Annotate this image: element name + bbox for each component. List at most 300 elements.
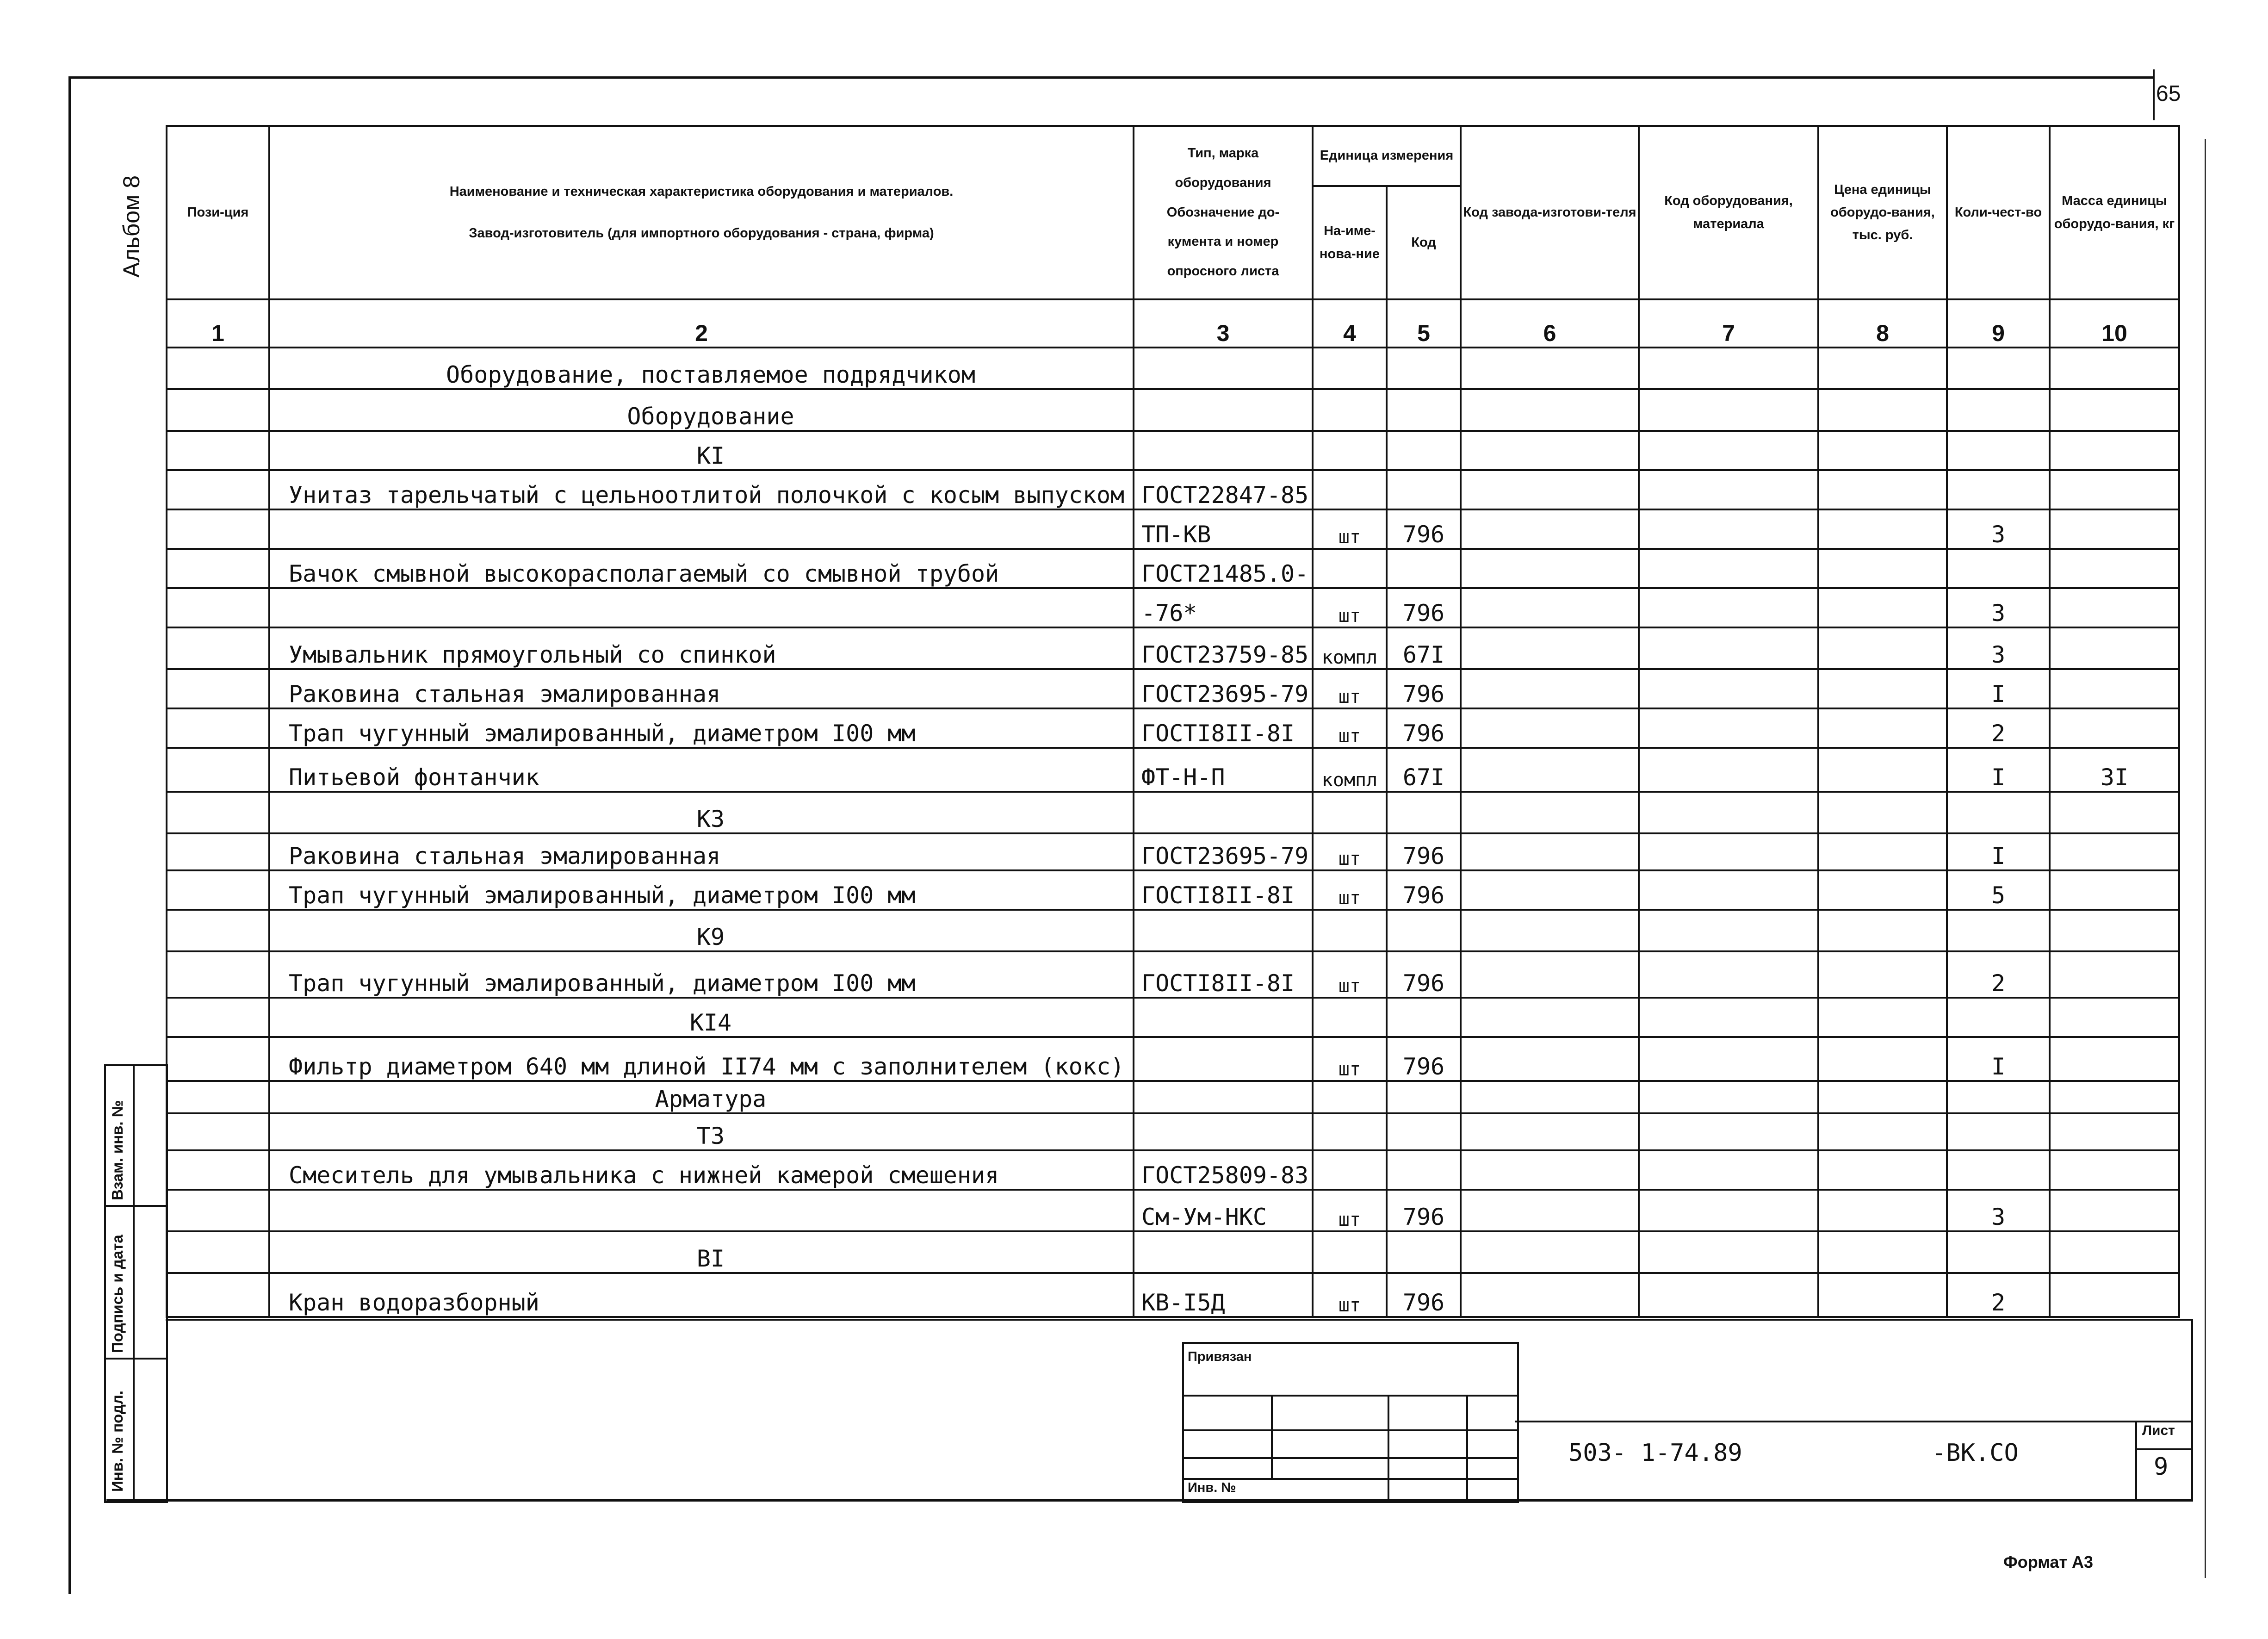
item-type: ГОСТ23695-79 [1134,669,1313,708]
item-name: Умывальник прямоугольный со спинкой [269,627,1134,669]
item-type: ГОСТI8II-8I [1134,870,1313,910]
empty-cell [1639,588,1818,627]
item-unit: шт [1313,870,1387,910]
item-quantity [1947,549,2050,588]
empty-cell [1639,1081,1818,1113]
empty-cell [1818,509,1947,549]
item-name [269,1190,1134,1231]
empty-cell [1461,1037,1639,1081]
item-name: КI [269,431,1134,470]
empty-cell [167,792,269,833]
item-mass [2050,431,2179,470]
page-edge-mark [2205,139,2206,1578]
item-quantity: 5 [1947,870,2050,910]
header-type [1134,126,1313,299]
empty-cell [167,1231,269,1273]
empty-cell [1639,627,1818,669]
table-row [167,627,2179,669]
album-label: Альбом 8 [118,175,144,278]
empty-cell [167,910,269,951]
empty-cell [1461,1150,1639,1190]
section-heading-row [167,998,2179,1037]
header-quantity: Коли-чест-во [1947,126,2050,299]
empty-cell [1818,1081,1947,1113]
table-row [167,1273,2179,1317]
header-factory-code: Код завода-изготови-теля [1461,126,1639,299]
stamp-line [1388,1395,1389,1501]
empty-cell [1818,1150,1947,1190]
item-mass [2050,910,2179,951]
item-mass [2050,1273,2179,1317]
sheet-number: 9 [2154,1453,2169,1481]
item-mass [2050,470,2179,509]
item-unit-code [1387,348,1461,389]
empty-cell [1461,792,1639,833]
item-quantity: 2 [1947,708,2050,748]
empty-cell [1818,389,1947,431]
empty-cell [167,549,269,588]
empty-cell [167,998,269,1037]
header-type-line5: опросного листа [1167,264,1279,279]
stamp-line [1466,1395,1468,1501]
item-type [1134,1037,1313,1081]
section-heading-row [167,389,2179,431]
empty-cell [1639,1037,1818,1081]
item-unit: шт [1313,509,1387,549]
header-name [269,126,1134,299]
column-number: 4 [1313,299,1387,348]
item-unit-code: 796 [1387,588,1461,627]
empty-cell [1639,470,1818,509]
header-type-line4: кумента и номер [1167,234,1279,249]
item-unit [1313,1150,1387,1190]
item-unit: шт [1313,588,1387,627]
empty-cell [1461,1231,1639,1273]
item-mass: 3I [2050,748,2179,792]
empty-cell [1461,1273,1639,1317]
item-mass [2050,1150,2179,1190]
item-unit-code: 796 [1387,1190,1461,1231]
stamp-area-top-line [166,1319,2192,1321]
item-unit-code: 796 [1387,708,1461,748]
empty-cell [167,708,269,748]
empty-cell [1818,588,1947,627]
empty-cell [1818,748,1947,792]
empty-cell [1818,870,1947,910]
section-heading-row [167,1113,2179,1150]
table-row [167,870,2179,910]
header-equipment-code: Код оборудования, материала [1639,126,1818,299]
item-type [1134,1081,1313,1113]
frame-corner-tick [2153,69,2155,120]
item-type [1134,910,1313,951]
empty-cell [167,1113,269,1150]
strip-divider [106,1205,166,1207]
item-mass [2050,669,2179,708]
empty-cell [1818,549,1947,588]
stamp-line [1271,1395,1273,1478]
header-name-line2: Завод-изготовитель (для импортного оборудования - страна, фирма) [469,225,934,241]
item-name [269,509,1134,549]
item-quantity [1947,1231,2050,1273]
sheet-label: Лист [2142,1423,2175,1438]
item-quantity [1947,470,2050,509]
empty-cell [1461,1190,1639,1231]
item-quantity [1947,348,2050,389]
item-type: ГОСТ23695-79 [1134,833,1313,870]
item-unit: шт [1313,833,1387,870]
page-number: 65 [2156,81,2181,106]
strip-inv-label: Инв. № подл. [109,1391,126,1492]
item-mass [2050,509,2179,549]
empty-cell [1818,348,1947,389]
item-name: Т3 [269,1113,1134,1150]
item-unit-code [1387,1231,1461,1273]
strip-divider [106,1358,166,1360]
item-unit [1313,998,1387,1037]
section-heading-row [167,1081,2179,1113]
item-quantity: I [1947,748,2050,792]
empty-cell [1818,833,1947,870]
item-name: Питьевой фонтанчик [269,748,1134,792]
empty-cell [1639,509,1818,549]
item-quantity: 3 [1947,509,2050,549]
empty-cell [1639,951,1818,998]
item-name: Оборудование, поставляемое подрядчиком [269,348,1134,389]
item-unit [1313,470,1387,509]
empty-cell [1461,470,1639,509]
empty-cell [1639,833,1818,870]
empty-cell [167,389,269,431]
column-number: 10 [2050,299,2179,348]
section-heading-row [167,1231,2179,1273]
item-mass [2050,870,2179,910]
empty-cell [1461,627,1639,669]
column-number: 1 [167,299,269,348]
item-name [269,588,1134,627]
empty-cell [167,627,269,669]
item-unit [1313,389,1387,431]
empty-cell [1818,792,1947,833]
empty-cell [1461,431,1639,470]
table-row [167,549,2179,588]
empty-cell [1818,998,1947,1037]
table-row [167,1150,2179,1190]
empty-cell [1461,833,1639,870]
empty-cell [1818,627,1947,669]
format-label: Формат А3 [2003,1552,2094,1571]
empty-cell [1818,431,1947,470]
empty-cell [1639,669,1818,708]
table-row [167,669,2179,708]
item-unit-code: 796 [1387,833,1461,870]
item-mass [2050,951,2179,998]
item-mass [2050,549,2179,588]
empty-cell [1461,1081,1639,1113]
empty-cell [1639,389,1818,431]
empty-cell [1818,708,1947,748]
strip-divider [133,1066,135,1501]
column-number: 2 [269,299,1134,348]
table-row [167,951,2179,998]
header-price: Цена единицы оборудо-вания, тыс. руб. [1818,126,1947,299]
item-quantity: I [1947,1037,2050,1081]
item-mass [2050,389,2179,431]
empty-cell [1639,792,1818,833]
empty-cell [1639,1150,1818,1190]
empty-cell [1639,431,1818,470]
empty-cell [167,951,269,998]
item-quantity: 2 [1947,1273,2050,1317]
empty-cell [1818,1231,1947,1273]
header-position: Пози-ция [167,126,269,299]
item-mass [2050,792,2179,833]
table-row [167,708,2179,748]
specification-table [166,125,2180,1318]
empty-cell [1639,748,1818,792]
item-type: ГОСТI8II-8I [1134,951,1313,998]
item-mass [2050,1037,2179,1081]
item-name: Смеситель для умывальника с нижней камерой смешения [269,1150,1134,1190]
item-unit: шт [1313,1273,1387,1317]
column-number: 9 [1947,299,2050,348]
item-mass [2050,1190,2179,1231]
frame-bottom-line [106,1499,2191,1502]
empty-cell [1461,549,1639,588]
item-quantity [1947,1113,2050,1150]
item-quantity: 3 [1947,1190,2050,1231]
item-mass [2050,833,2179,870]
item-quantity: I [1947,833,2050,870]
item-unit-code: 796 [1387,951,1461,998]
item-unit-code [1387,549,1461,588]
strip-vzam-label: Взам. инв. № [109,1100,126,1200]
section-heading-row [167,792,2179,833]
empty-cell [167,669,269,708]
item-mass [2050,588,2179,627]
empty-cell [1461,389,1639,431]
empty-cell [167,1037,269,1081]
item-type [1134,998,1313,1037]
empty-cell [167,588,269,627]
item-quantity [1947,431,2050,470]
empty-cell [1461,588,1639,627]
column-number: 6 [1461,299,1639,348]
item-unit-code: 796 [1387,669,1461,708]
item-name: Бачок смывной высокорасполагаемый со смывной трубой [269,549,1134,588]
item-unit [1313,348,1387,389]
item-type: ГОСТ25809-83 [1134,1150,1313,1190]
title-block-top-line [1515,1421,2191,1422]
empty-cell [1639,910,1818,951]
item-unit-code: 67I [1387,748,1461,792]
column-numbers-row [167,299,2179,348]
item-type: ГОСТ23759-85 [1134,627,1313,669]
item-unit-code: 796 [1387,1273,1461,1317]
item-unit-code [1387,389,1461,431]
empty-cell [1818,1190,1947,1231]
header-mass: Масса единицы оборудо-вания, кг [2050,126,2179,299]
item-mass [2050,627,2179,669]
item-name: Трап чугунный эмалированный, диаметром I00 мм [269,708,1134,748]
item-unit [1313,792,1387,833]
empty-cell [167,470,269,509]
header-type-line3: Обозначение до- [1166,205,1280,220]
item-unit-code [1387,910,1461,951]
item-type [1134,1113,1313,1150]
header-name-line1: Наименование и техническая характеристика оборудования и материалов. [449,184,954,199]
frame-left-line [68,76,71,1594]
empty-cell [1461,951,1639,998]
empty-cell [1639,1190,1818,1231]
section-heading-row [167,910,2179,951]
item-unit: шт [1313,951,1387,998]
stamp-privyazan-label: Привязан [1188,1349,1252,1364]
header-type-line2: оборудования [1175,175,1271,190]
item-quantity: 3 [1947,588,2050,627]
header-unit-name: На-име-нова-ние [1313,186,1387,299]
column-number: 8 [1818,299,1947,348]
item-mass [2050,998,2179,1037]
empty-cell [1639,348,1818,389]
item-name: К3 [269,792,1134,833]
item-quantity [1947,998,2050,1037]
item-mass [2050,1231,2179,1273]
item-type [1134,792,1313,833]
item-unit: шт [1313,669,1387,708]
item-name: Фильтр диаметром 640 мм длиной II74 мм с заполнителем (кокс) [269,1037,1134,1081]
approval-strip [104,1064,168,1503]
column-number: 5 [1387,299,1461,348]
binding-stamp [1182,1342,1519,1503]
empty-cell [1818,910,1947,951]
empty-cell [1818,951,1947,998]
header-unit-group: Единица измерения [1313,126,1461,186]
item-type: -76* [1134,588,1313,627]
empty-cell [1639,549,1818,588]
empty-cell [167,833,269,870]
item-quantity [1947,1081,2050,1113]
stamp-inv-label: Инв. № [1188,1480,1236,1495]
item-unit-code: 796 [1387,509,1461,549]
item-type [1134,1231,1313,1273]
empty-cell [1461,348,1639,389]
item-type: ФТ-Н-П [1134,748,1313,792]
frame-top-line [68,76,2153,79]
table-row [167,833,2179,870]
document-suffix: -ВК.СО [1932,1439,2019,1467]
item-type: ТП-КВ [1134,509,1313,549]
empty-cell [167,1081,269,1113]
item-type: КВ-I5Д [1134,1273,1313,1317]
section-heading-row [167,431,2179,470]
item-unit: шт [1313,708,1387,748]
item-unit [1313,910,1387,951]
item-unit [1313,431,1387,470]
empty-cell [1818,1273,1947,1317]
item-unit-code [1387,998,1461,1037]
table-row [167,588,2179,627]
item-unit: компл [1313,748,1387,792]
empty-cell [1461,910,1639,951]
item-type: См-Ум-НКС [1134,1190,1313,1231]
empty-cell [1461,998,1639,1037]
empty-cell [1461,509,1639,549]
column-number: 7 [1639,299,1818,348]
item-quantity: 3 [1947,627,2050,669]
item-unit-code [1387,1081,1461,1113]
item-mass [2050,1081,2179,1113]
item-unit-code: 67I [1387,627,1461,669]
empty-cell [1639,1113,1818,1150]
item-name: ВI [269,1231,1134,1273]
item-name: Унитаз тарельчатый с цельноотлитой полочкой с косым выпуском [269,470,1134,509]
table-row [167,748,2179,792]
frame-right-line [2191,1319,2193,1502]
empty-cell [1818,1037,1947,1081]
header-unit-code: Код [1387,186,1461,299]
empty-cell [1461,748,1639,792]
item-unit-code [1387,470,1461,509]
item-type: ГОСТI8II-8I [1134,708,1313,748]
empty-cell [167,1150,269,1190]
table-row [167,470,2179,509]
section-heading-row [167,348,2179,389]
item-name: К9 [269,910,1134,951]
empty-cell [1639,998,1818,1037]
table-row [167,1190,2179,1231]
item-type [1134,348,1313,389]
item-name: Арматура [269,1081,1134,1113]
item-unit-code: 796 [1387,870,1461,910]
item-unit: шт [1313,1190,1387,1231]
item-unit: компл [1313,627,1387,669]
empty-cell [1818,669,1947,708]
item-unit [1313,1081,1387,1113]
item-quantity [1947,792,2050,833]
empty-cell [1818,1113,1947,1150]
item-mass [2050,708,2179,748]
item-unit-code [1387,431,1461,470]
item-name: Трап чугунный эмалированный, диаметром I00 мм [269,870,1134,910]
column-number: 3 [1134,299,1313,348]
item-type: ГОСТ21485.0- [1134,549,1313,588]
empty-cell [167,1190,269,1231]
empty-cell [1461,669,1639,708]
item-mass [2050,1113,2179,1150]
empty-cell [167,1273,269,1317]
item-name: Кран водоразборный [269,1273,1134,1317]
item-type: ГОСТ22847-85 [1134,470,1313,509]
table-row [167,509,2179,549]
item-type [1134,431,1313,470]
item-unit-code [1387,792,1461,833]
item-unit [1313,1113,1387,1150]
item-unit [1313,549,1387,588]
empty-cell [167,348,269,389]
item-name: Трап чугунный эмалированный, диаметром I00 мм [269,951,1134,998]
item-mass [2050,348,2179,389]
empty-cell [1639,1273,1818,1317]
strip-signature-label: Подпись и дата [109,1235,126,1353]
item-quantity: I [1947,669,2050,708]
item-type [1134,389,1313,431]
empty-cell [1639,708,1818,748]
item-name: КI4 [269,998,1134,1037]
item-quantity [1947,389,2050,431]
empty-cell [167,509,269,549]
document-code: 503- 1-74.89 [1568,1439,1742,1467]
